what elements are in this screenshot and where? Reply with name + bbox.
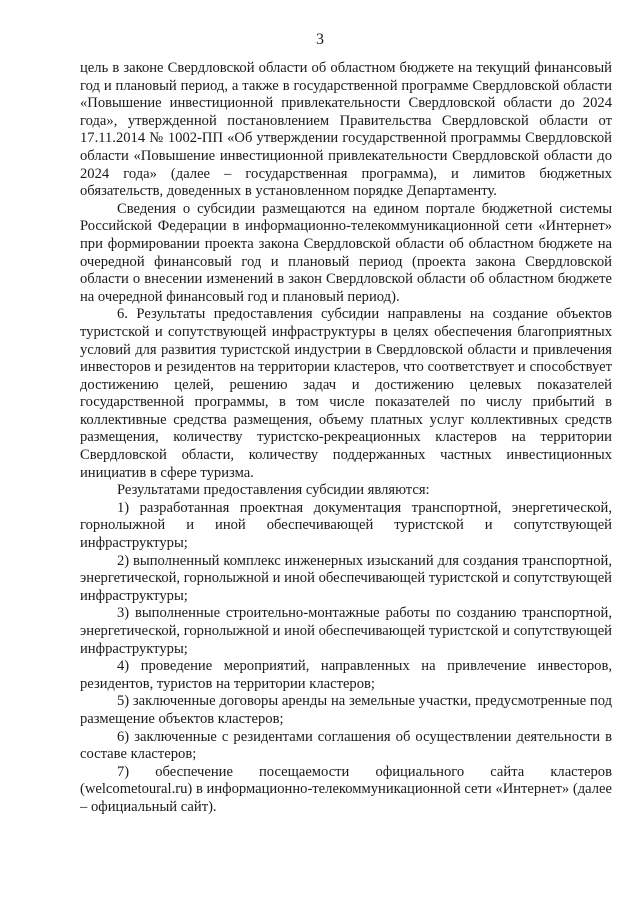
document-body: [80, 60, 612, 817]
list-item-5-land-lease-agreements: 5) заключенные договоры аренды на земельные участки, предусмотренные под размещение объектов кластеров;: [80, 693, 612, 727]
list-item-6-resident-agreements: 6) заключенные с резидентами соглашения об осуществлении деятельности в составе кластеров;: [80, 728, 612, 763]
paragraph-section-6-results: 6. Результаты предоставления субсидии направлены на создание объектов туристской и сопутствующей инфраструктуры в целях обеспечения благоприятных условий для развития туристской индустрии в Свердловской области и привлечения инвесторов и резидентов на территории кластеров, что соответствует и способствует достижению целей, решению задач и достижению целевых показателей государственной программы, в том числе показателей по числу прибытий в коллективные средства размещения, объему платных услуг коллективных средств размещения, количеству туристско-рекреационных кластеров на территории Свердловской области, количеству поддержанных частных инвестиционных инициатив в сфере туризма.: [80, 306, 612, 481]
page-number: 3: [316, 31, 324, 48]
list-item-2-engineering-surveys: 2) выполненный комплекс инженерных изысканий для создания транспортной, энергетической, горнолыжной и иной обеспечивающей туристской и сопутствующей инфраструктуры;: [80, 552, 612, 604]
list-item-3-construction-works: 3) выполненные строительно-монтажные работы по созданию транспортной, энергетической, горнолыжной и иной обеспечивающей туристской и сопутствующей инфраструктуры;: [80, 605, 612, 657]
paragraph-results-intro: Результатами предоставления субсидии являются:: [117, 482, 430, 499]
paragraph-budget-law-continuation: цель в законе Свердловской области об областном бюджете на текущий финансовый год и плановый период, а также в государственной программе Свердловской области «Повышение инвестиционной привлекательности Свердловской области до 2024 года», утвержденной постановлением Правительства Свердловской области от 17.11.2014 № 1002-ПП «Об утверждении государственной программы Свердловской области «Повышение инвестиционной привлекательности Свердловской области до 2024 года» (далее – государственная программа), и лимитов бюджетных обязательств, доведенных в установленном порядке Департаменту.: [80, 60, 612, 200]
list-item-1-design-documentation: 1) разработанная проектная документация транспортной, энергетической, горнолыжной и иной обеспечивающей туристской и сопутствующей инфраструктуры;: [80, 499, 612, 552]
list-item-4-investor-events: 4) проведение мероприятий, направленных на привлечение инвесторов, резидентов, туристов на территории кластеров;: [80, 658, 612, 692]
paragraph-subsidy-information: Сведения о субсидии размещаются на едином портале бюджетной системы Российской Федерации в информационно-телекоммуникационной сети «Интернет» при формировании проекта закона Свердловской области об областном бюджете на очередной финансовый год и плановый период (проекта закона Свердловской области о внесении изменений в закон Свердловской области об областном бюджете на очередной финансовый год и плановый период).: [80, 200, 612, 305]
list-item-7-website-attendance: 7) обеспечение посещаемости официального сайта кластеров (welcometoural.ru) в информационно-телекоммуникационной сети «Интернет» (далее – официальный сайт).: [80, 763, 612, 815]
